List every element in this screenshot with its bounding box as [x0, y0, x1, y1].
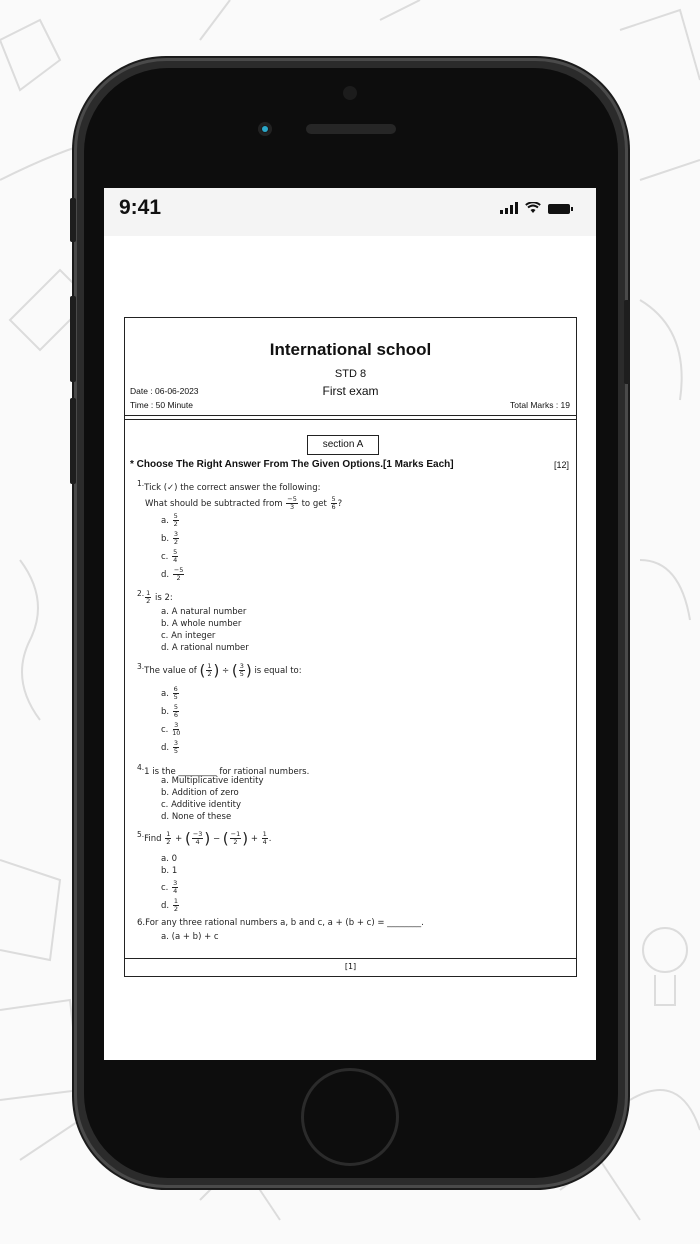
- exam-name: First exam: [322, 384, 379, 398]
- option-text: Additive identity: [171, 800, 241, 810]
- denominator: 2: [173, 538, 178, 546]
- option-text: An integer: [171, 631, 216, 641]
- question-number: 5.: [137, 830, 145, 839]
- question-number: 6.: [137, 918, 146, 928]
- option: [161, 776, 264, 786]
- option-label: a.: [161, 932, 169, 942]
- option-text: Addition of zero: [171, 788, 239, 798]
- option-text: Multiplicative identity: [171, 776, 264, 786]
- instruction-marks: [12]: [553, 460, 569, 470]
- fraction: [192, 831, 204, 846]
- denominator: 2: [146, 596, 151, 605]
- fraction: [172, 549, 178, 564]
- proximity-sensor: [343, 86, 357, 100]
- numerator: 3: [239, 661, 244, 670]
- numerator: −5: [173, 566, 184, 574]
- exam-date: Date : 06-06-2023: [130, 386, 199, 396]
- fraction: [173, 513, 179, 528]
- paren: (: [231, 661, 238, 680]
- option: [161, 866, 177, 876]
- numerator: 3: [173, 879, 178, 887]
- option: [161, 607, 246, 617]
- signal-icon: [500, 202, 518, 214]
- home-button[interactable]: [301, 1068, 399, 1166]
- option: [161, 619, 241, 629]
- option: [161, 513, 180, 528]
- paren: (: [222, 829, 229, 848]
- numerator: 5: [173, 703, 178, 711]
- option-label: c.: [161, 725, 169, 735]
- paren: ): [204, 829, 211, 848]
- fraction: [173, 704, 179, 719]
- denominator: 6: [331, 503, 336, 511]
- option-label: b.: [161, 866, 170, 876]
- option-label: b.: [161, 788, 170, 798]
- question-1: [137, 479, 320, 493]
- option-text: A natural number: [171, 607, 247, 617]
- section-label: section A: [307, 435, 379, 455]
- option-label: b.: [161, 619, 170, 629]
- option: [161, 812, 231, 822]
- numerator: 3: [174, 721, 179, 729]
- question-5: [137, 830, 271, 846]
- question-text: to get: [301, 499, 327, 509]
- numerator: 1: [146, 588, 151, 597]
- denominator: 10: [172, 729, 181, 737]
- question-text: Tick (✓) the correct answer the following:: [144, 482, 321, 493]
- numerator: 1: [262, 829, 267, 838]
- front-camera-icon: [258, 122, 272, 136]
- battery-icon: [548, 204, 570, 214]
- option-label: d.: [161, 643, 170, 653]
- option: [161, 567, 185, 582]
- question-2: [137, 589, 173, 605]
- header-divider: [125, 419, 576, 420]
- numerator: 1: [166, 829, 171, 838]
- option-text: A whole number: [171, 619, 242, 629]
- denominator: 2: [176, 574, 181, 582]
- question-number: 3.: [137, 662, 145, 671]
- numerator: 1: [173, 897, 178, 905]
- option-label: a.: [161, 854, 169, 864]
- wifi-icon: [525, 202, 541, 214]
- fraction: [286, 496, 298, 511]
- question-text: What should be subtracted from: [145, 499, 283, 509]
- fraction: [173, 531, 179, 546]
- numerator: 6: [173, 685, 178, 693]
- option-label: d.: [161, 570, 170, 580]
- numerator: 3: [173, 530, 178, 538]
- option-label: b.: [161, 707, 170, 717]
- fraction: [262, 831, 268, 846]
- volume-up-button: [70, 296, 76, 382]
- numerator: 3: [173, 739, 178, 747]
- school-name: International school: [269, 340, 432, 359]
- operator: ÷: [222, 665, 230, 676]
- fraction: [172, 722, 180, 737]
- status-time: 9:41: [119, 196, 162, 219]
- instruction: * Choose The Right Answer From The Given Options.[1 Marks Each]: [130, 459, 454, 470]
- denominator: 2: [166, 837, 171, 846]
- fraction: [206, 663, 212, 678]
- option: [161, 880, 179, 895]
- question-text: The value of: [144, 665, 197, 676]
- paren: (: [199, 661, 206, 680]
- operator: +: [250, 833, 258, 844]
- mute-switch: [70, 198, 76, 242]
- fraction: [173, 898, 179, 913]
- earpiece-speaker: [306, 124, 396, 134]
- question-text: is 2:: [155, 592, 173, 603]
- option-label: a.: [161, 689, 169, 699]
- denominator: 2: [173, 520, 178, 528]
- option: [161, 722, 181, 737]
- std-label: STD 8: [334, 368, 367, 380]
- denominator: 4: [195, 837, 200, 846]
- option: [161, 643, 249, 653]
- numerator: −5: [287, 495, 297, 503]
- question-number: 4.: [137, 763, 145, 772]
- numerator: 1: [207, 661, 212, 670]
- page-number: [1]: [344, 962, 357, 971]
- fraction: [145, 590, 151, 605]
- numerator: 5: [173, 512, 178, 520]
- option: [161, 854, 177, 864]
- denominator: 4: [262, 837, 267, 846]
- question-text: Find: [144, 833, 162, 844]
- option: [161, 631, 215, 641]
- option-text: (a + b) + c: [171, 932, 219, 942]
- fraction: [331, 496, 337, 511]
- operator: −: [212, 833, 221, 844]
- status-bar: [104, 188, 596, 236]
- denominator: 2: [207, 669, 212, 678]
- fraction: [172, 880, 178, 895]
- paren: ): [245, 661, 252, 680]
- question-number: 1.: [137, 479, 145, 488]
- operator: +: [175, 833, 183, 844]
- punctuation: .: [268, 833, 272, 844]
- option: [161, 932, 219, 942]
- question-number: 2.: [137, 589, 145, 598]
- option: [161, 898, 180, 913]
- numerator: −3: [192, 829, 203, 838]
- paren: ): [242, 829, 249, 848]
- option-label: a.: [161, 776, 169, 786]
- denominator: 2: [173, 905, 178, 913]
- option-label: c.: [161, 552, 169, 562]
- fraction: [173, 740, 179, 755]
- denominator: 4: [173, 556, 178, 564]
- denominator: 5: [239, 669, 244, 678]
- footer-divider: [125, 958, 576, 959]
- option-label: c.: [161, 631, 169, 641]
- fraction: [165, 831, 171, 846]
- question-3: [137, 662, 302, 678]
- option-label: d.: [161, 743, 170, 753]
- total-marks: Total Marks : 19: [510, 400, 570, 410]
- question-text: is equal to:: [254, 665, 302, 676]
- option-label: a.: [161, 607, 169, 617]
- question-6: [137, 918, 424, 928]
- denominator: 5: [173, 693, 178, 701]
- numerator: 5: [173, 548, 178, 556]
- fraction: [173, 567, 185, 582]
- question-text: ?: [337, 499, 343, 509]
- option-text: 1: [171, 866, 178, 876]
- fraction: [239, 663, 245, 678]
- numerator: 5: [331, 495, 336, 503]
- option: [161, 740, 180, 755]
- option: [161, 788, 239, 798]
- exam-paper: [124, 317, 577, 977]
- paren: (: [184, 829, 191, 848]
- option-label: b.: [161, 534, 170, 544]
- question-1-line2: [145, 496, 342, 511]
- denominator: 4: [173, 887, 178, 895]
- denominator: 6: [173, 711, 178, 719]
- denominator: 2: [233, 837, 238, 846]
- phone-screen: [104, 188, 596, 1060]
- option: [161, 704, 180, 719]
- fraction: [230, 831, 242, 846]
- denominator: 3: [290, 503, 295, 511]
- question-text: 1 is the _________ for rational numbers.: [144, 766, 310, 777]
- question-text: For any three rational numbers a, b and c, a + (b + c) = ________.: [145, 918, 424, 928]
- header-divider: [125, 415, 576, 416]
- option-label: a.: [161, 516, 169, 526]
- option-label: d.: [161, 901, 170, 911]
- numerator: −1: [230, 829, 241, 838]
- option: [161, 531, 180, 546]
- volume-down-button: [70, 398, 76, 484]
- option: [161, 800, 241, 810]
- option-text: A rational number: [171, 643, 249, 653]
- option-text: None of these: [171, 812, 232, 822]
- fraction: [173, 686, 179, 701]
- denominator: 5: [173, 747, 178, 755]
- option-label: c.: [161, 800, 169, 810]
- exam-time: Time : 50 Minute: [130, 400, 193, 410]
- power-button: [624, 300, 630, 384]
- option-label: d.: [161, 812, 170, 822]
- question-4: [137, 763, 309, 777]
- option: [161, 549, 179, 564]
- option: [161, 686, 180, 701]
- option-text: 0: [171, 854, 178, 864]
- option-label: c.: [161, 883, 169, 893]
- status-icons: [500, 202, 570, 214]
- paren: ): [213, 661, 220, 680]
